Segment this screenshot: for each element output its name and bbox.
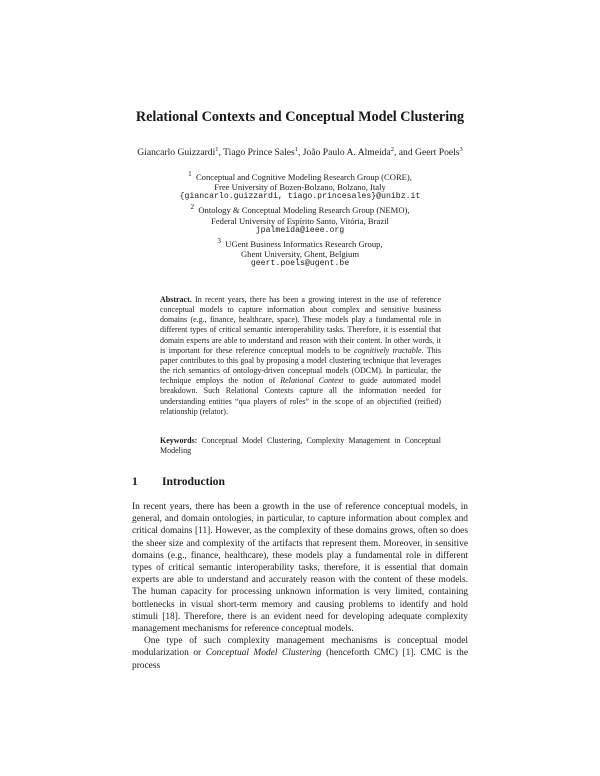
affiliation-1-line1 (140, 169, 460, 182)
affiliation-3-line1 (140, 236, 460, 249)
author-name: , João Paulo A. Almeida (298, 147, 391, 158)
abstract-text: . This paper contributes to this goal by proposing a model clustering technique that leverages the rich semantics of ontology-driven conceptual models (ODCM). In particular, the technique employs the notion of (160, 345, 442, 386)
author-name: , Tiago Prince Sales (218, 147, 295, 158)
keywords-label: Keywords: (160, 436, 198, 445)
abstract-emphasis: cognitively tractable (354, 345, 422, 355)
affiliation-1-email: {giancarlo.guizzardi, tiago.princesales}@unibz.it (179, 192, 421, 202)
affiliation-marker: 3 (459, 146, 463, 153)
author-name: Giancarlo Guizzardi (137, 147, 216, 158)
affiliation-marker: 1 (188, 170, 192, 178)
abstract (160, 295, 441, 417)
abstract-text: In recent years, there has been a growing interest in the use of reference conceptual models to capture information about complex and sensitive business domains (e.g., finance, healthcare, space). These models play a fundamental role in different types of critical semantic interoperability tasks. Therefore, it is essential that domain experts are able to understand and reason with their content. In other words, it is important for these reference conceptual models to be (160, 295, 441, 355)
keywords-text: Conceptual Model Clustering, Complexity Management in Conceptual Modeling (160, 436, 441, 456)
section-heading (132, 475, 225, 488)
keywords (160, 436, 441, 456)
section-title: Introduction (162, 475, 225, 488)
affiliation-text: Ontology & Conceptual Modeling Research Group (NEMO), (198, 205, 410, 216)
affiliation-2-line2: Federal University of Espírito Santo, Vitória, Brazil (211, 215, 389, 226)
affiliation-2-email: jpalmeida@ieee.org (255, 225, 345, 235)
paragraph-emphasis: Conceptual Model Clustering (205, 648, 322, 659)
abstract-label: Abstract. (160, 295, 192, 304)
body-text (132, 501, 468, 672)
affiliation-text: UGent Business Informatics Research Group, (225, 238, 383, 249)
affiliation-marker: 3 (217, 236, 221, 245)
affiliation-3-email: geert.poels@ugent.be (250, 259, 350, 269)
affiliation-marker: 1 (215, 146, 219, 153)
abstract-emphasis: Relational Context (280, 376, 344, 386)
affiliation-marker: 2 (190, 203, 195, 212)
abstract-text: to guide automated model breakdown. Such Relational Contexts capture all the information needed for understanding entities “qua players of roles” in the scope of an objectified (reified) relationship (relator). (160, 376, 441, 416)
author-list (0, 147, 600, 158)
affiliation-3-line2: Ghent University, Ghent, Belgium (240, 249, 360, 259)
paragraph-text: One type of such complexity management mechanisms is conceptual model modularization or (132, 636, 468, 659)
affiliations (140, 169, 460, 269)
author-name: , and Geert Poels (393, 147, 460, 158)
paper-title: Relational Contexts and Conceptual Model Clustering (135, 109, 465, 125)
paragraph (132, 635, 468, 672)
paragraph: In recent years, there has been a growth in the use of reference conceptual models, in general, and domain ontologies, in particular, to capture information about complex and critical domains [11]. However, as the complexity of these domains grows, often so does the sheer size and complexity of the artifacts that represent them. Moreover, in sensitive domains (e.g., finance, healthcare), these models play a fundamental role in different types of critical semantic interoperability tasks, therefore, it is essential that domain experts are able to understand and accurately reason with the content of these models. The human capacity for processing unknown information is very limited, containing bottlenecks in visual short-term memory and causing problems to identify and hold stimuli [18]. Therefore, there is an evident need for developing adequate complexity management mechanisms for reference conceptual models. (132, 502, 468, 635)
affiliation-1-line2: Free University of Bozen-Bolzano, Bolzano, Italy (214, 182, 386, 193)
affiliation-marker: 2 (390, 146, 394, 153)
affiliation-2-line1 (140, 202, 460, 215)
affiliation-text: Conceptual and Cognitive Modeling Research Group (CORE), (195, 171, 412, 182)
section-number: 1 (132, 475, 138, 488)
affiliation-marker: 1 (294, 146, 298, 153)
paragraph-text: (henceforth CMC) [1]. CMC is the process (132, 648, 468, 671)
